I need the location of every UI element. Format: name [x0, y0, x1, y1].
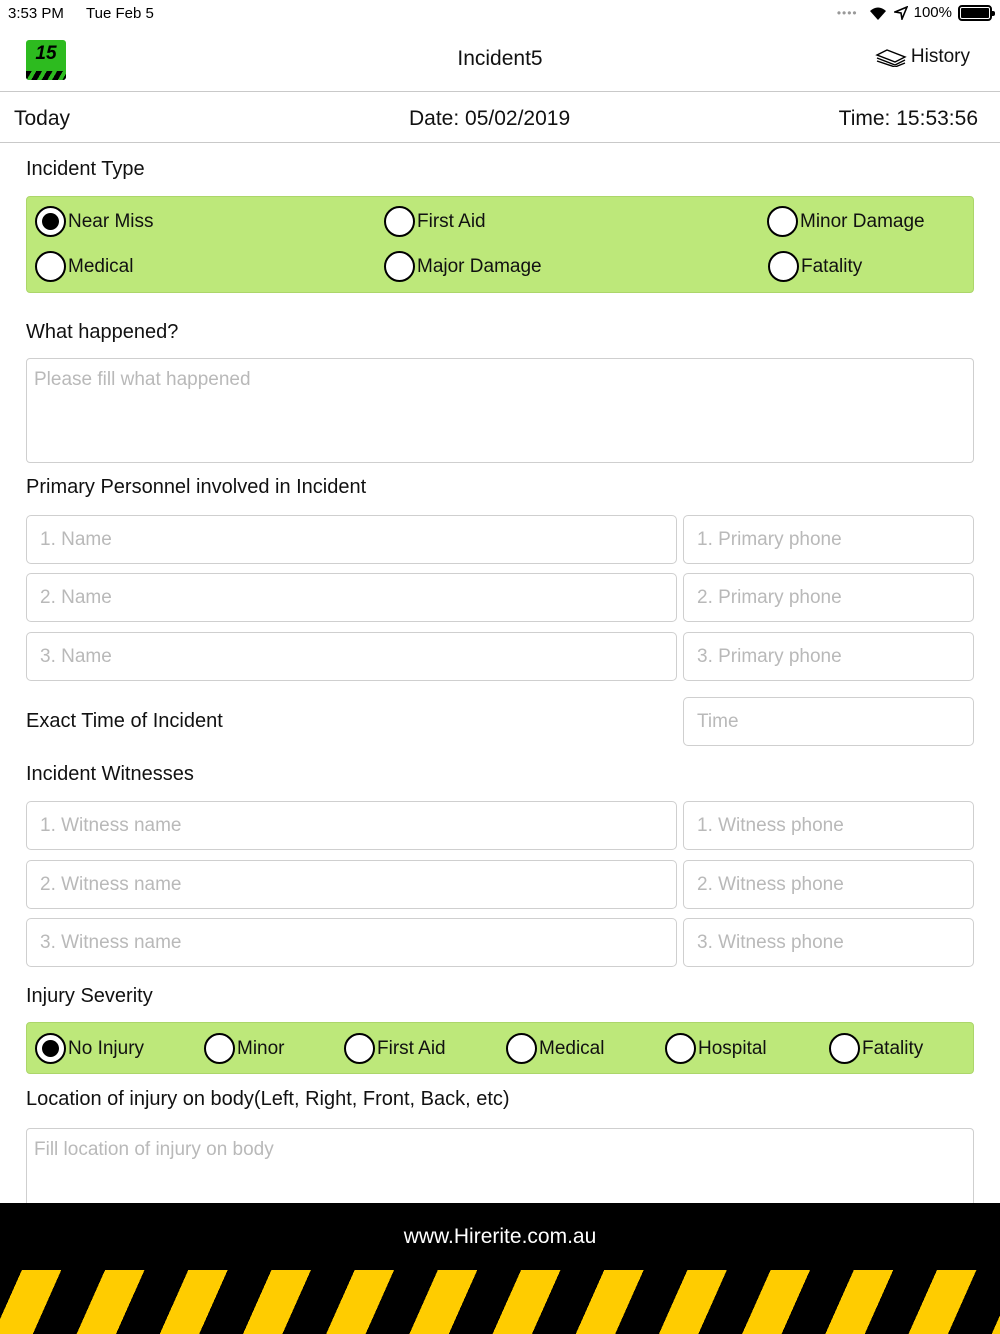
radio-severity-medical[interactable] — [506, 1033, 604, 1064]
radio-label: Near Miss — [68, 210, 154, 232]
location-arrow-icon — [894, 6, 908, 20]
radio-severity-first-aid[interactable] — [344, 1033, 446, 1064]
history-button[interactable] — [875, 46, 970, 68]
time-label: Time: — [838, 107, 891, 130]
radio-unselected-icon — [506, 1033, 537, 1064]
injury-severity-panel — [26, 1022, 974, 1074]
footer-url-link[interactable]: www.Hirerite.com.au — [403, 1225, 597, 1248]
radio-no-injury[interactable] — [35, 1033, 144, 1064]
personnel-phone-1-input[interactable] — [683, 515, 974, 564]
history-label: History — [910, 46, 970, 67]
time-display — [839, 107, 978, 131]
witness-phone-3-input[interactable] — [683, 918, 974, 967]
input-placeholder: 1. Name — [40, 529, 112, 550]
witnesses-label: Incident Witnesses — [26, 763, 194, 785]
witness-name-2-input[interactable] — [26, 860, 677, 909]
date-value: 05/02/2019 — [465, 107, 571, 130]
injury-location-label: Location of injury on body(Left, Right, Front, Back, etc) — [26, 1088, 510, 1110]
input-placeholder: 3. Witness name — [40, 932, 182, 953]
radio-label: Medical — [539, 1037, 605, 1059]
radio-label: Fatality — [862, 1037, 924, 1059]
radio-unselected-icon — [384, 206, 415, 237]
input-placeholder: 3. Name — [40, 646, 112, 667]
radio-label: Minor Damage — [800, 210, 925, 232]
incident-type-panel — [26, 196, 974, 293]
radio-minor-damage[interactable] — [767, 206, 925, 237]
exact-time-input[interactable] — [683, 697, 974, 746]
witness-phone-1-input[interactable] — [683, 801, 974, 850]
status-indicators — [837, 4, 992, 21]
radio-major-damage[interactable] — [384, 251, 542, 282]
radio-unselected-icon — [665, 1033, 696, 1064]
input-placeholder: 1. Primary phone — [697, 529, 842, 550]
radio-label: Hospital — [698, 1037, 767, 1059]
footer-banner — [0, 1203, 1000, 1334]
input-placeholder: 2. Witness phone — [697, 874, 844, 895]
radio-unselected-icon — [204, 1033, 235, 1064]
radio-unselected-icon — [344, 1033, 375, 1064]
radio-minor[interactable] — [204, 1033, 285, 1064]
status-date: Tue Feb 5 — [86, 5, 154, 22]
input-placeholder: 2. Name — [40, 587, 112, 608]
what-happened-label: What happened? — [26, 321, 179, 343]
input-placeholder: 1. Witness phone — [697, 815, 844, 836]
page-title: Incident5 — [457, 47, 543, 70]
input-placeholder: Time — [697, 711, 739, 732]
history-stack-icon — [875, 47, 907, 67]
radio-first-aid[interactable] — [384, 206, 486, 237]
date-display — [409, 107, 570, 131]
radio-unselected-icon — [35, 251, 66, 282]
time-value: 15:53:56 — [896, 107, 978, 130]
personnel-phone-3-input[interactable] — [683, 632, 974, 681]
radio-label: Major Damage — [417, 255, 542, 277]
input-placeholder: 2. Primary phone — [697, 587, 842, 608]
witness-name-3-input[interactable] — [26, 918, 677, 967]
radio-unselected-icon — [829, 1033, 860, 1064]
date-label: Date: — [409, 107, 460, 130]
info-bar — [0, 93, 1000, 143]
input-placeholder: 3. Primary phone — [697, 646, 842, 667]
incident-type-label: Incident Type — [26, 158, 145, 180]
what-happened-input[interactable] — [26, 358, 974, 463]
what-happened-placeholder: Please fill what happened — [34, 369, 251, 390]
radio-selected-icon — [35, 206, 66, 237]
personnel-name-1-input[interactable] — [26, 515, 677, 564]
radio-label: Minor — [237, 1037, 285, 1059]
status-time: 3:53 PM — [8, 5, 64, 22]
injury-severity-label: Injury Severity — [26, 985, 153, 1007]
input-placeholder: 3. Witness phone — [697, 932, 844, 953]
radio-unselected-icon — [768, 251, 799, 282]
input-placeholder: 2. Witness name — [40, 874, 182, 895]
input-placeholder: 1. Witness name — [40, 815, 182, 836]
radio-label: First Aid — [417, 210, 486, 232]
radio-unselected-icon — [384, 251, 415, 282]
personnel-phone-2-input[interactable] — [683, 573, 974, 622]
battery-icon — [958, 5, 992, 21]
radio-label: First Aid — [377, 1037, 446, 1059]
radio-near-miss[interactable] — [35, 206, 154, 237]
radio-selected-icon — [35, 1033, 66, 1064]
radio-severity-fatality[interactable] — [829, 1033, 923, 1064]
today-label: Today — [14, 107, 71, 130]
exact-time-label: Exact Time of Incident — [26, 710, 223, 732]
radio-hospital[interactable] — [665, 1033, 767, 1064]
radio-label: Medical — [68, 255, 134, 277]
radio-unselected-icon — [767, 206, 798, 237]
injury-location-placeholder: Fill location of injury on body — [34, 1139, 274, 1160]
radio-medical[interactable] — [35, 251, 133, 282]
radio-label: No Injury — [68, 1037, 145, 1059]
battery-percent: 100% — [913, 4, 952, 21]
witness-phone-2-input[interactable] — [683, 860, 974, 909]
radio-label: Fatality — [801, 255, 863, 277]
logo-stripe — [26, 71, 66, 80]
personnel-label: Primary Personnel involved in Incident — [26, 476, 367, 498]
personnel-name-3-input[interactable] — [26, 632, 677, 681]
cellular-signal-icon: •••• — [836, 5, 858, 20]
wifi-icon — [868, 5, 888, 21]
status-bar — [0, 0, 1000, 28]
personnel-name-2-input[interactable] — [26, 573, 677, 622]
witness-name-1-input[interactable] — [26, 801, 677, 850]
radio-fatality[interactable] — [768, 251, 862, 282]
nav-bar — [0, 28, 1000, 92]
app-logo-text: 15 — [35, 43, 57, 64]
hazard-stripe — [0, 1270, 1000, 1334]
